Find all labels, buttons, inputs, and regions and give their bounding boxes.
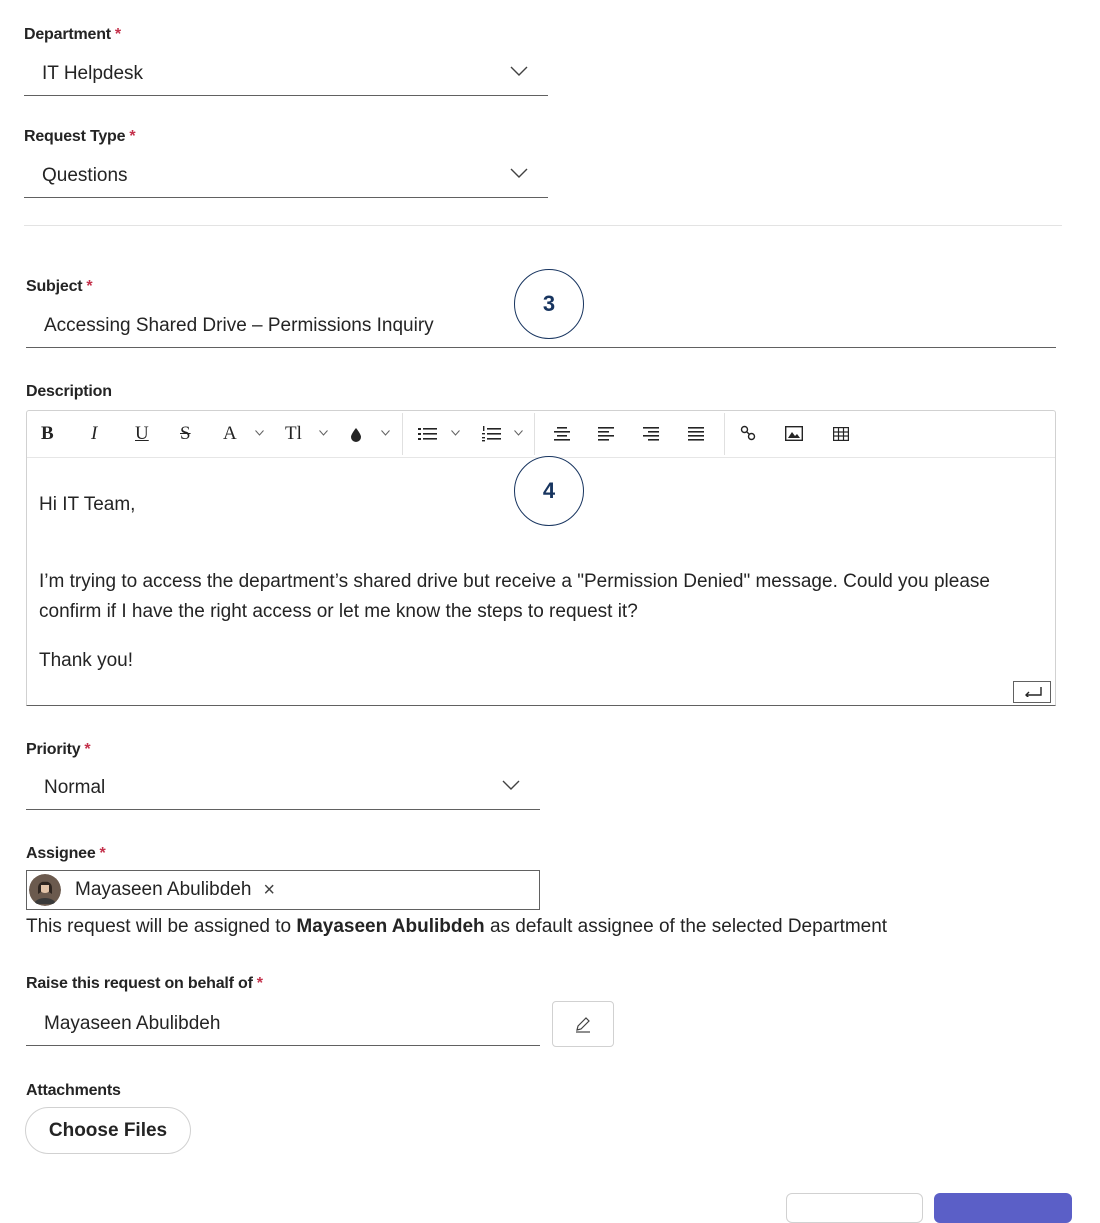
underline-button[interactable]: U [135,423,149,444]
request-type-value: Questions [42,165,128,186]
on-behalf-value: Mayaseen Abulibdeh [44,1013,221,1034]
description-editor[interactable] [26,410,1056,706]
callout-badge-3: 3 [514,269,584,339]
required-marker: * [84,741,91,758]
choose-files-button[interactable]: Choose Files [25,1107,191,1154]
chevron-down-icon[interactable] [319,430,328,436]
description-label: Description [26,383,112,400]
required-marker: * [129,128,136,145]
on-behalf-label [26,975,263,993]
assignee-chip[interactable] [29,874,275,906]
toolbar-separator [724,413,725,455]
font-color-button[interactable]: A [223,423,237,444]
bullet-list-icon[interactable] [418,427,438,441]
on-behalf-input[interactable] [26,1001,540,1046]
priority-select[interactable] [26,765,540,810]
required-marker: * [99,845,106,862]
highlight-color-icon[interactable] [350,427,362,442]
subject-label-text: Subject [26,278,83,295]
assignee-chip-name: Mayaseen Abulibdeh [75,879,252,900]
description-paragraph: Hi IT Team, [39,494,136,515]
helper-text-before: This request will be assigned to [26,916,297,937]
helper-assignee-name: Mayaseen Abulibdeh [296,916,485,937]
rich-text-toolbar [27,411,1055,458]
on-behalf-label-text: Raise this request on behalf of [26,975,253,992]
priority-label-text: Priority [26,741,81,758]
bold-button[interactable]: B [41,423,54,444]
pencil-icon [574,1015,592,1033]
assignee-label-text: Assignee [26,845,96,862]
toolbar-separator [402,413,403,455]
close-icon[interactable]: × [263,878,276,901]
department-label-text: Department [24,26,111,43]
align-right-icon[interactable] [643,427,659,441]
edit-on-behalf-button[interactable] [552,1001,614,1047]
request-type-label-text: Request Type [24,128,126,145]
assignee-helper-text [26,916,887,938]
chevron-down-icon [502,779,520,791]
assignee-picker[interactable] [26,870,540,910]
assignee-label [26,845,106,863]
required-marker: * [86,278,93,295]
link-icon[interactable] [740,425,756,441]
request-type-select[interactable] [24,153,548,198]
priority-value: Normal [44,777,106,798]
chevron-down-icon[interactable] [451,430,460,436]
subject-value: Accessing Shared Drive – Permissions Inquiry [44,315,434,336]
chevron-down-icon [510,65,528,77]
strikethrough-button[interactable]: S [180,423,191,444]
text-size-button[interactable]: Tl [285,423,302,444]
italic-button[interactable]: I [91,423,98,444]
chevron-down-icon[interactable] [514,430,523,436]
department-select[interactable] [24,51,548,96]
table-icon[interactable] [833,427,849,441]
avatar [29,874,61,906]
image-icon[interactable] [785,426,803,441]
description-paragraph: I’m trying to access the department’s shared drive but receive a "Permission Denied" message. Could you please [39,571,990,592]
subject-label [26,278,92,296]
description-paragraph: confirm if I have the right access or let me know the steps to request it? [39,601,638,622]
priority-label [26,741,90,759]
align-left-icon[interactable] [598,427,614,441]
align-justify-icon[interactable] [688,427,704,441]
required-marker: * [256,975,263,992]
align-center-icon[interactable] [554,427,570,441]
request-type-label [24,128,135,146]
helper-text-after: as default assignee of the selected Department [484,916,888,937]
callout-badge-4: 4 [514,456,584,526]
department-value: IT Helpdesk [42,63,144,84]
cancel-button[interactable] [786,1193,923,1223]
department-label [24,26,121,44]
description-paragraph: Thank you! [39,650,133,671]
toolbar-separator [534,413,535,455]
numbered-list-icon[interactable] [482,426,502,442]
submit-button[interactable] [934,1193,1072,1223]
chevron-down-icon[interactable] [381,430,390,436]
section-divider [24,225,1062,226]
attachments-label: Attachments [26,1082,121,1099]
chevron-down-icon[interactable] [255,430,264,436]
required-marker: * [114,26,121,43]
chevron-down-icon [510,167,528,179]
enter-key-icon[interactable] [1013,681,1051,703]
